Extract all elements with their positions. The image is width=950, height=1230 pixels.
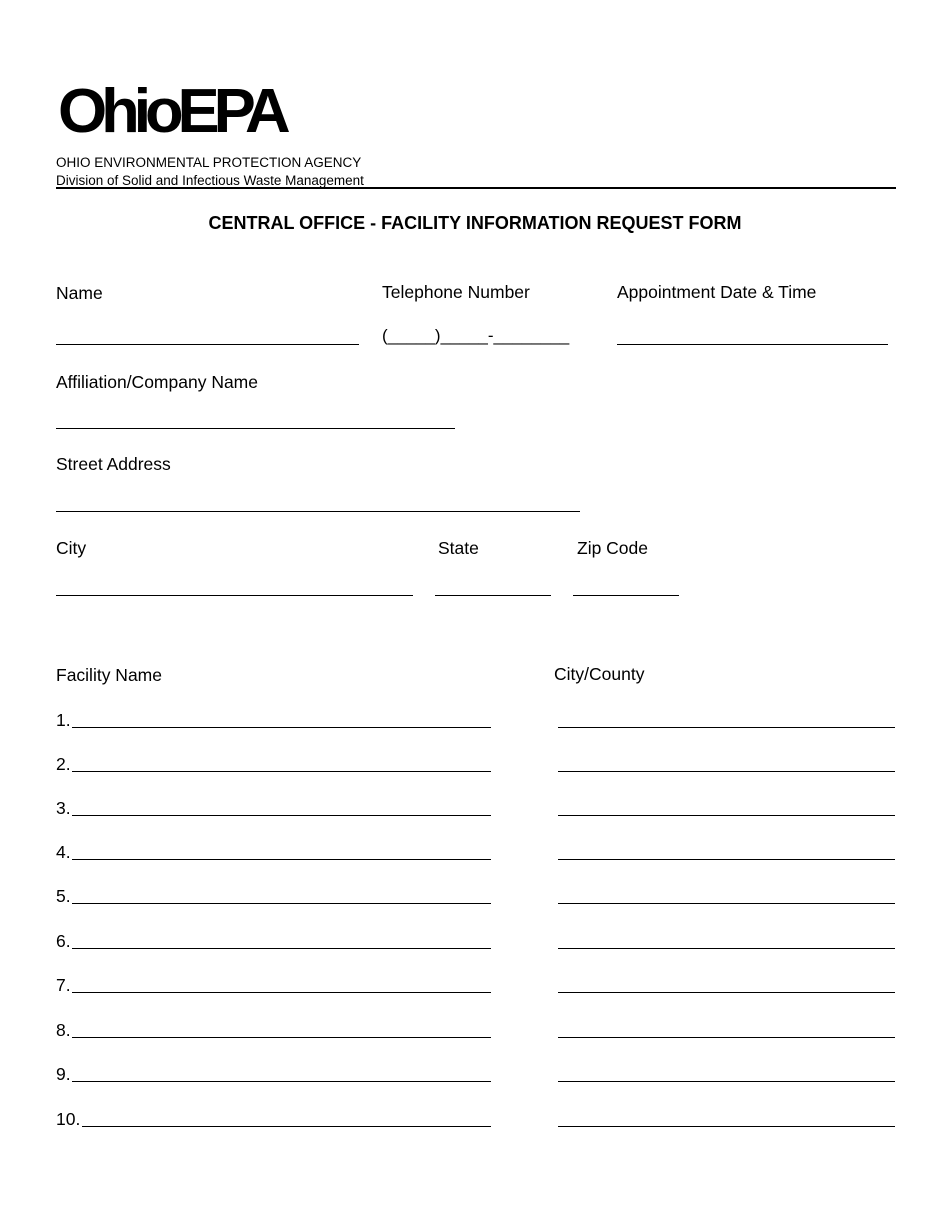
- facility-name-field[interactable]: [72, 992, 491, 993]
- city-label: City: [56, 538, 87, 558]
- telephone-label: Telephone Number: [382, 282, 530, 302]
- facility-row-number: 7.: [56, 975, 71, 995]
- agency-name: OHIO ENVIRONMENTAL PROTECTION AGENCY: [56, 155, 362, 170]
- appointment-label: Appointment Date & Time: [617, 282, 817, 302]
- facility-row-number: 5.: [56, 886, 71, 906]
- facility-name-field[interactable]: [72, 815, 491, 816]
- state-field[interactable]: [435, 595, 551, 596]
- facility-name-field[interactable]: [72, 903, 491, 904]
- city-county-field[interactable]: [558, 1037, 895, 1038]
- city-county-field[interactable]: [558, 1081, 895, 1082]
- city-county-field[interactable]: [558, 992, 895, 993]
- name-label: Name: [56, 283, 103, 303]
- facility-name-field[interactable]: [72, 1081, 491, 1082]
- state-label: State: [438, 538, 479, 558]
- street-field[interactable]: [56, 511, 580, 512]
- facility-row-number: 3.: [56, 798, 71, 818]
- facility-name-field[interactable]: [72, 727, 491, 728]
- facility-row-number: 2.: [56, 754, 71, 774]
- facility-row-number: 1.: [56, 710, 71, 730]
- facility-name-label: Facility Name: [56, 665, 162, 685]
- city-county-field[interactable]: [558, 771, 895, 772]
- city-county-field[interactable]: [558, 815, 895, 816]
- facility-name-field[interactable]: [82, 1126, 491, 1127]
- facility-name-field[interactable]: [72, 948, 491, 949]
- form-title: CENTRAL OFFICE - FACILITY INFORMATION REQUEST FORM: [208, 213, 742, 233]
- ohio-epa-logo: OhioEPA: [58, 77, 285, 146]
- division-name: Division of Solid and Infectious Waste Management: [56, 173, 364, 188]
- street-label: Street Address: [56, 454, 171, 474]
- city-county-field[interactable]: [558, 903, 895, 904]
- header-rule: [56, 187, 896, 189]
- city-field[interactable]: [56, 595, 413, 596]
- affiliation-field[interactable]: [56, 428, 455, 429]
- telephone-field[interactable]: (_____)_____-________: [382, 326, 570, 345]
- facility-name-field[interactable]: [72, 859, 491, 860]
- affiliation-label: Affiliation/Company Name: [56, 372, 258, 392]
- zip-field[interactable]: [573, 595, 679, 596]
- zip-label: Zip Code: [577, 538, 649, 558]
- city-county-field[interactable]: [558, 859, 895, 860]
- name-field[interactable]: [56, 344, 359, 345]
- city-county-field[interactable]: [558, 727, 895, 728]
- facility-row-number: 6.: [56, 931, 71, 951]
- facility-row-number: 9.: [56, 1064, 71, 1084]
- facility-name-field[interactable]: [72, 771, 491, 772]
- appointment-field[interactable]: [617, 344, 888, 345]
- facility-row-number: 10.: [56, 1109, 81, 1129]
- city-county-label: City/County: [554, 664, 645, 684]
- city-county-field[interactable]: [558, 1126, 895, 1127]
- facility-name-field[interactable]: [72, 1037, 491, 1038]
- facility-row-number: 4.: [56, 842, 71, 862]
- city-county-field[interactable]: [558, 948, 895, 949]
- facility-row-number: 8.: [56, 1020, 71, 1040]
